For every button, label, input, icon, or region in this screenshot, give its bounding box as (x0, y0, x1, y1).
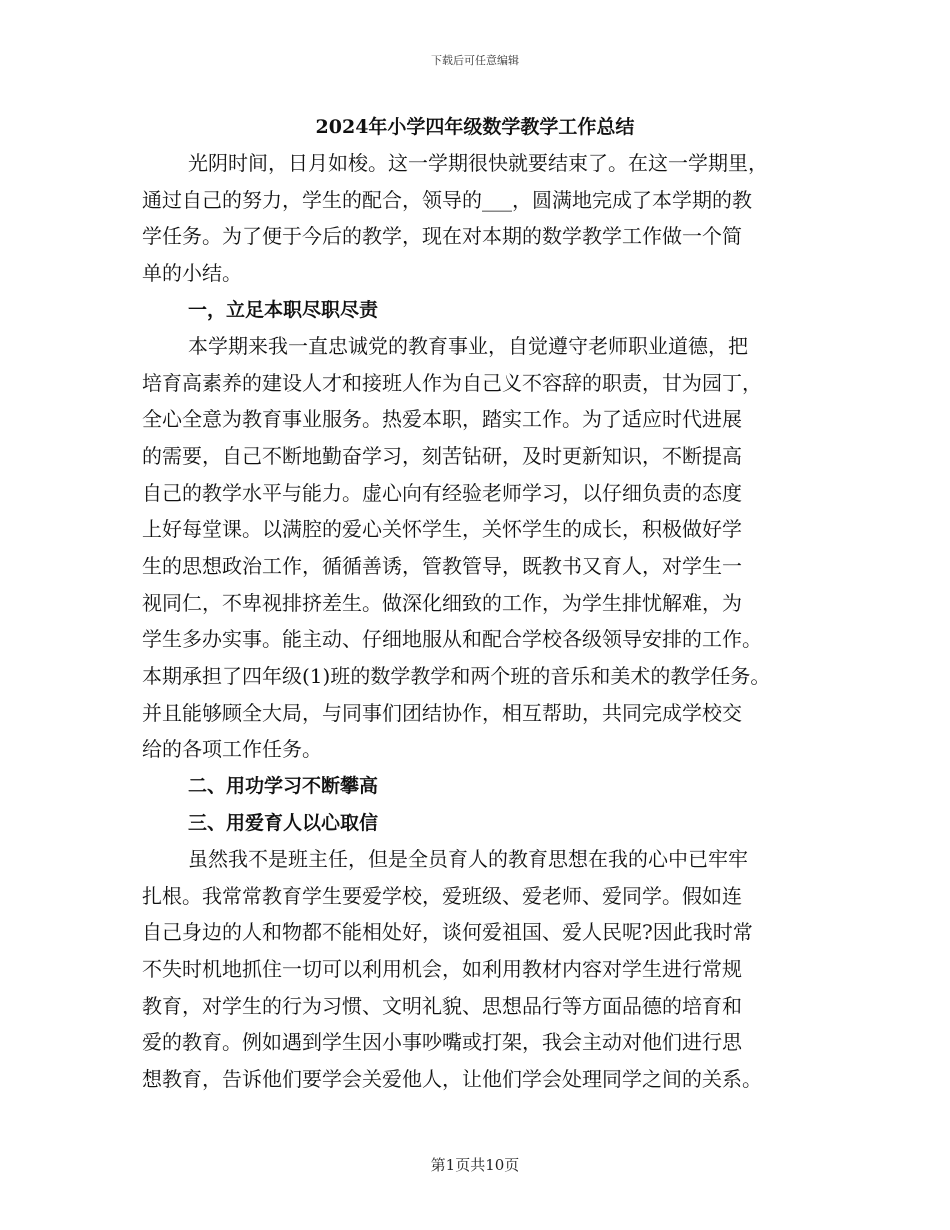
body-line: 视同仁，不卑视排挤差生。做深化细致的工作，为学生排忧解难，为 (142, 590, 742, 615)
body-line: 教育，对学生的行为习惯、文明礼貌、思想品行等方面品德的培育和 (142, 993, 742, 1018)
body-line: 全心全意为教育事业服务。热爱本职，踏实工作。为了适应时代进展 (142, 407, 742, 432)
body-line: 自己的教学水平与能力。虚心向有经验老师学习，以仔细负责的态度 (142, 480, 742, 505)
body-line: 单的小结。 (142, 260, 242, 285)
body-line: 本学期来我一直忠诚党的教育事业，自觉遵守老师职业道德，把 (188, 334, 748, 359)
section-heading: 三、用爱育人以心取信 (188, 811, 379, 834)
body-line: 想教育，告诉他们要学会关爱他人，让他们学会处理同学之间的关系。 (142, 1067, 762, 1092)
body-line: 通过自己的努力，学生的配合，领导的___，圆满地完成了本学期的教 (142, 187, 752, 212)
body-line: 培育高素养的建设人才和接班人作为自己义不容辞的职责，甘为园丁， (142, 370, 762, 395)
body-line: 爱的教育。例如遇到学生因小事吵嘴或打架，我会主动对他们进行思 (142, 1030, 742, 1055)
body-line: 学生多办实事。能主动、仔细地服从和配合学校各级领导安排的工作。 (142, 627, 762, 652)
section-heading: 一，立足本职尽职尽责 (188, 298, 379, 321)
section-heading: 二、用功学习不断攀高 (188, 774, 379, 797)
body-line: 的需要，自己不断地勤奋学习，刻苦钻研，及时更新知识，不断提高 (142, 444, 742, 469)
document-title: 2024年小学四年级数学教学工作总结 (315, 116, 635, 138)
body-line: 上好每堂课。以满腔的爱心关怀学生，关怀学生的成长，积极做好学 (142, 517, 742, 542)
body-line: 本期承担了四年级(1)班的数学教学和两个班的音乐和美术的教学任务。 (142, 663, 771, 688)
body-line: 自己身边的人和物都不能相处好，谈何爱祖国、爱人民呢?因此我时常 (142, 920, 753, 945)
body-line: 光阴时间，日月如梭。这一学期很快就要结束了。在这一学期里， (188, 151, 768, 175)
body-line: 给的各项工作任务。 (142, 737, 322, 762)
body-line: 并且能够顾全大局，与同事们团结协作，相互帮助，共同完成学校交 (142, 700, 742, 725)
body-line: 学任务。为了便于今后的教学，现在对本期的数学教学工作做一个简 (142, 224, 742, 249)
page-number: 第1页共10页 (430, 1156, 520, 1174)
body-line: 生的思想政治工作，循循善诱，管教管导，既教书又育人，对学生一 (142, 554, 742, 579)
document-body (142, 148, 832, 1101)
body-line: 不失时机地抓住一切可以利用机会，如利用教材内容对学生进行常规 (142, 957, 742, 982)
body-line: 扎根。我常常教育学生要爱学校，爱班级、爱老师、爱同学。假如连 (142, 883, 742, 908)
header-note: 下载后可任意编辑 (431, 54, 519, 67)
body-line: 虽然我不是班主任，但是全员育人的教育思想在我的心中已牢牢 (188, 847, 748, 872)
